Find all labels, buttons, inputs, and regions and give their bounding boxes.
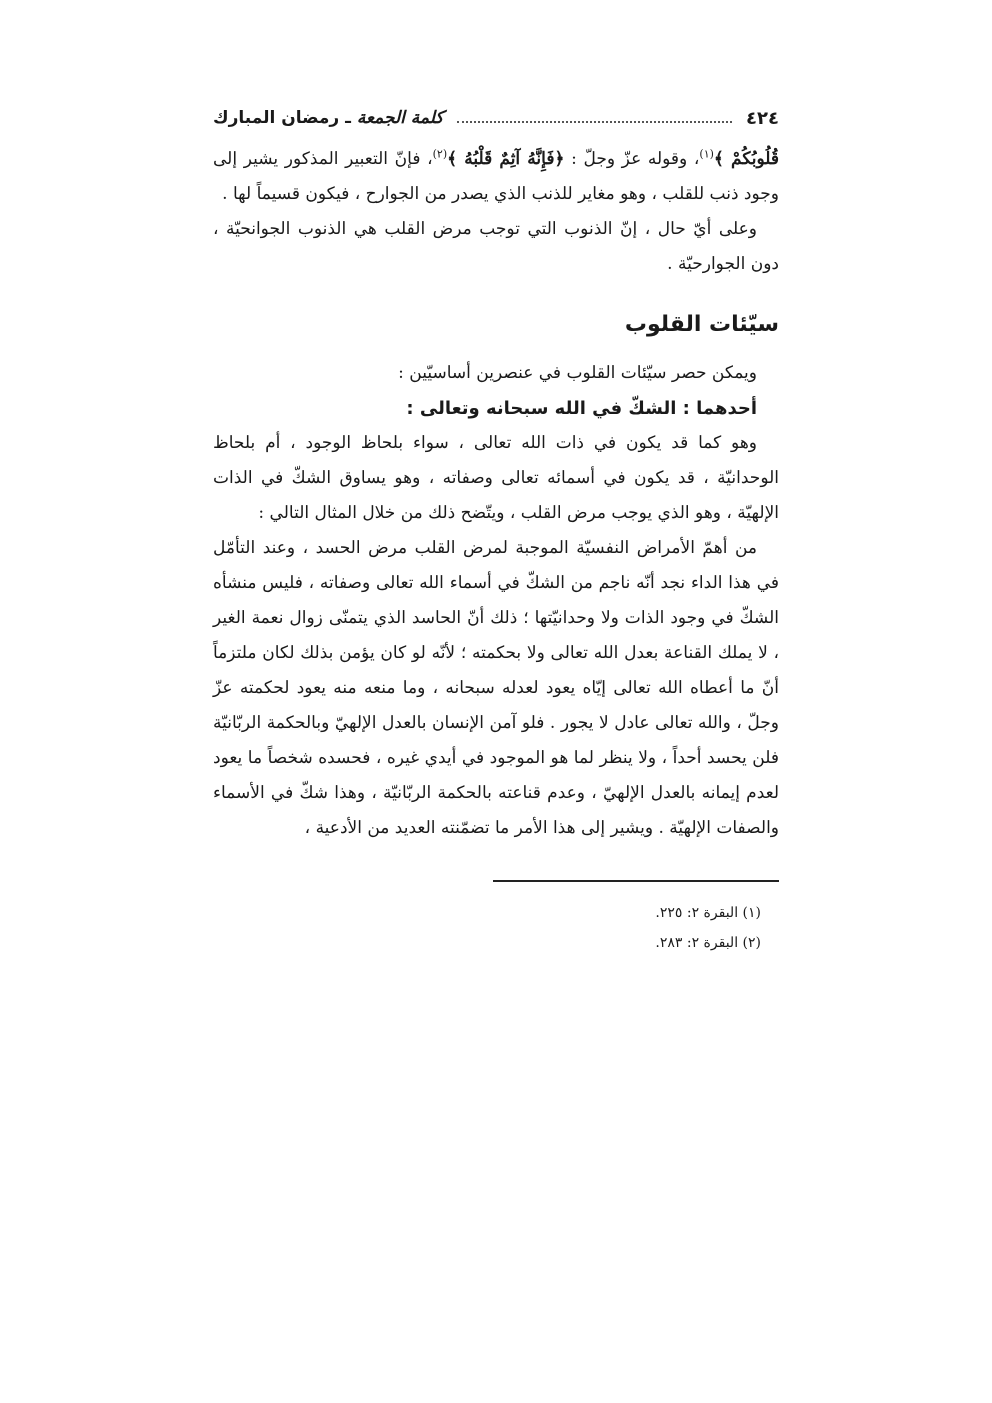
- quran-verse-1: قُلُوبُكُمْ ﴾: [713, 149, 780, 169]
- quran-verse-2: ﴿فَإِنَّهُ آثِمٌ قَلْبُهُ ﴾: [447, 149, 565, 169]
- paragraph-5: من أهمّ الأمراض النفسيّة الموجبة لمرض القلب مرض الحسد ، وعند التأمّل في هذا الداء نجد أنّه ناجم من الشكّ في أسماء الله تعالى وصفاته ، فليس منشأه الشكّ في وجود الذات ولا وحدانيّتها ؛ ذلك أنّ الحاسد الذي يتمنّى زوال نعمة الغير ، لا يملك القناعة بعدل الله تعالى ولا بحكمته ؛ لأنّه لو كان يؤمن بذلك لكان ملتزماً أنّ ما أعطاه الله تعالى إيّاه يعود لعدله سبحانه ، وما منعه منه يعود لحكمته عزّ وجلّ ، والله تعالى عادل لا يجور . فلو آمن الإنسان بالعدل الإلهيّ وبالحكمة الربّانيّة فلن يحسد أحداً ، ولا ينظر لما هو الموجود في أيدي غيره ، فحسده شخصاً ما يعود لعدم إيمانه بالعدل الإلهيّ ، وعدم قناعته بالحكمة الربّانيّة ، وهذا شكّ في الأسماء والصفات الإلهيّة . ويشير إلى هذا الأمر ما تضمّنته العديد من الأدعية ،: [213, 538, 779, 838]
- footnote-ref-1[interactable]: (١): [699, 147, 714, 161]
- running-title: [213, 108, 443, 128]
- page-body: [213, 100, 779, 958]
- footnote-2: (٢) البقرة ٢: ٢٨٣.: [655, 935, 761, 951]
- book-title: كلمة الجمعة: [356, 108, 444, 128]
- paragraph-4: وهو كما قد يكون في ذات الله تعالى ، سواء بلحاظ الوجود ، أم بلحاظ الوحدانيّة ، قد يكون في أسمائه تعالى وصفاته ، وهو يساوق الشكّ في الذات الإلهيّة ، وهو الذي يوجب مرض القلب ، ويتّضح ذلك من خلال المثال التالي :: [213, 433, 779, 523]
- subheading: أحدهما : الشكّ في الله سبحانه وتعالى :: [406, 398, 757, 419]
- footnote-ref-2[interactable]: (٢): [432, 147, 448, 161]
- footnote-divider: [493, 880, 779, 882]
- page-header: [213, 100, 779, 136]
- footnote-1: (١) البقرة ٢: ٢٢٥.: [655, 905, 761, 921]
- section-heading: سيّئات القلوب: [624, 312, 779, 337]
- paragraph-2: وعلى أيّ حال ، إنّ الذنوب التي توجب مرض القلب هي الذنوب الجوانحيّة ، دون الجوارحيّة .: [213, 219, 779, 274]
- paragraph-1-end: ، فإنّ التعبير المذكور يشير إلى وجود ذنب للقلب ، وهو مغاير للذنب الذي يصدر من الجوارح ، فيكون قسيماً لها .: [213, 149, 779, 204]
- paragraph-1-mid: ، وقوله عزّ وجلّ :: [564, 149, 700, 169]
- page-number: ٤٢٤: [746, 107, 779, 129]
- section-title: ـ رمضان المبارك: [213, 108, 351, 128]
- paragraph-3: ويمكن حصر سيّئات القلوب في عنصرين أساسيّين :: [398, 363, 757, 383]
- header-dotted-leader: [457, 121, 732, 123]
- paragraph-1: [213, 142, 779, 212]
